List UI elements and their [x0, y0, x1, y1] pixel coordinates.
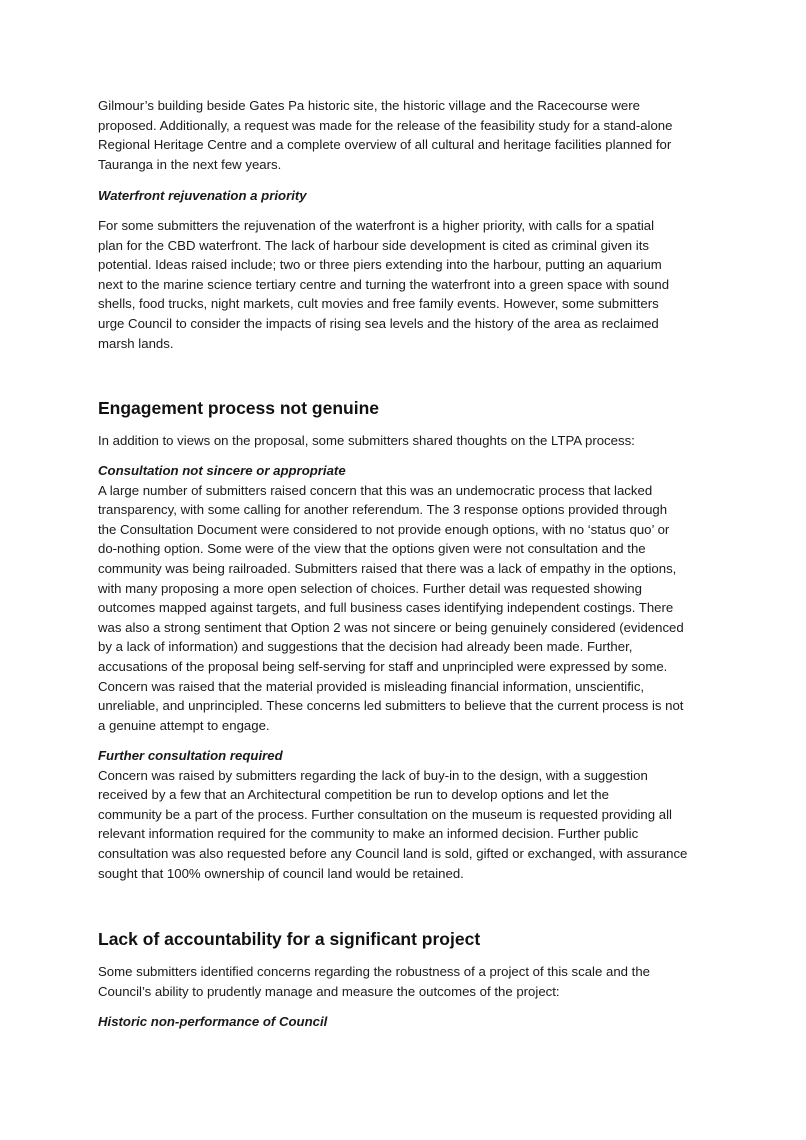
text-line: marsh lands.: [98, 335, 174, 351]
text-line: potential. Ideas raised include; two or three piers extending into the harbour, putting an aquarium: [98, 257, 662, 273]
consultation-paragraph: [98, 481, 713, 736]
text-line: Concern was raised by submitters regarding the lack of buy-in to the design, with a suggestion: [98, 767, 648, 783]
text-line: sought that 100% ownership of council land would be retained.: [98, 865, 464, 881]
engagement-section: [98, 397, 713, 419]
text-line: transparency, with some calling for another referendum. The 3 response options provided through: [98, 502, 668, 518]
text-line: do-nothing option. Some were of the view that the options given were not consultation and the: [98, 541, 646, 557]
text-line: plan for the CBD waterfront. The lack of harbour side development is cited as criminal given its: [98, 237, 649, 253]
text-line: unreliable, and unprincipled. These concerns led submitters to believe that the current process is not: [98, 698, 684, 714]
further-consultation-section: [98, 746, 713, 883]
text-line: a genuine attempt to engage.: [98, 717, 270, 733]
text-line: received by a few that an Architectural competition be run to develop options and let the: [98, 787, 609, 803]
text-line: shells, food trucks, night markets, cult movies and free family events. However, some submitters: [98, 296, 659, 312]
engagement-intro: [98, 431, 713, 451]
text-line: Regional Heritage Centre and a complete overview of all cultural and heritage facilities planned for: [98, 137, 672, 153]
intro-paragraph: [98, 96, 713, 174]
text-line: next to the marine science tertiary centre and turning the waterfront into a green space with sound: [98, 276, 670, 292]
historic-subheading: Historic non-performance of Council: [98, 1014, 328, 1029]
historic-section: [98, 1012, 713, 1032]
engagement-heading: Engagement process not genuine: [98, 398, 380, 418]
text-line: proposed. Additionally, a request was made for the release of the feasibility study for a stand-alone: [98, 117, 673, 133]
text-line: was also a strong sentiment that Option 2 was not sincere or being genuinely considered (evidenced: [98, 619, 684, 635]
consultation-subheading: Consultation not sincere or appropriate: [98, 463, 346, 478]
accountability-intro: [98, 962, 713, 1001]
text-line: outcomes mapped against targets, and full business cases identifying independent costings. There: [98, 600, 674, 616]
text-line: Gilmour’s building beside Gates Pa historic site, the historic village and the Racecourse were: [98, 98, 640, 113]
text-line: Council’s ability to prudently manage and measure the outcomes of the project:: [98, 983, 560, 999]
waterfront-section: [98, 186, 713, 206]
text-line: the Consultation Document were considered to not provide enough options, with no ‘status quo’ or: [98, 521, 670, 537]
text-line: with many proposing a more open selection of choices. Further detail was requested showing: [98, 580, 642, 596]
waterfront-subheading: Waterfront rejuvenation a priority: [98, 188, 307, 203]
text-line: For some submitters the rejuvenation of the waterfront is a higher priority, with calls for a spatial: [98, 218, 655, 233]
text-line: accusations of the proposal being self-serving for staff and unprincipled were expressed by some.: [98, 658, 668, 674]
text-line: relevant information required for the community to make an informed decision. Further public: [98, 826, 639, 842]
text-line: urge Council to consider the impacts of rising sea levels and the history of the area as reclaimed: [98, 315, 659, 331]
text-line: A large number of submitters raised concern that this was an undemocratic process that lacked: [98, 482, 653, 498]
consultation-section: [98, 461, 713, 735]
accountability-heading: Lack of accountability for a significant project: [98, 929, 481, 949]
further-consultation-subheading: Further consultation required: [98, 748, 283, 763]
text-line: by a lack of information) and suggestions that the decision had already been made. Further,: [98, 639, 633, 655]
text-line: Concern was raised that the material provided is misleading financial information, unscientific,: [98, 678, 645, 694]
waterfront-paragraph: [98, 216, 713, 353]
text-line: community be a part of the process. Further consultation on the museum is requested providing all: [98, 806, 672, 822]
accountability-section: [98, 928, 713, 950]
text-line: Tauranga in the next few years.: [98, 156, 282, 172]
text-line: Some submitters identified concerns regarding the robustness of a project of this scale and the: [98, 964, 650, 979]
further-consultation-paragraph: [98, 766, 713, 884]
text-line: community was being railroaded. Submitters raised that there was a lack of empathy in the options,: [98, 560, 677, 576]
engagement-intro-text: In addition to views on the proposal, some submitters shared thoughts on the LTPA process:: [98, 433, 635, 448]
text-line: consultation was also requested before any Council land is sold, gifted or exchanged, with assurance: [98, 845, 688, 861]
